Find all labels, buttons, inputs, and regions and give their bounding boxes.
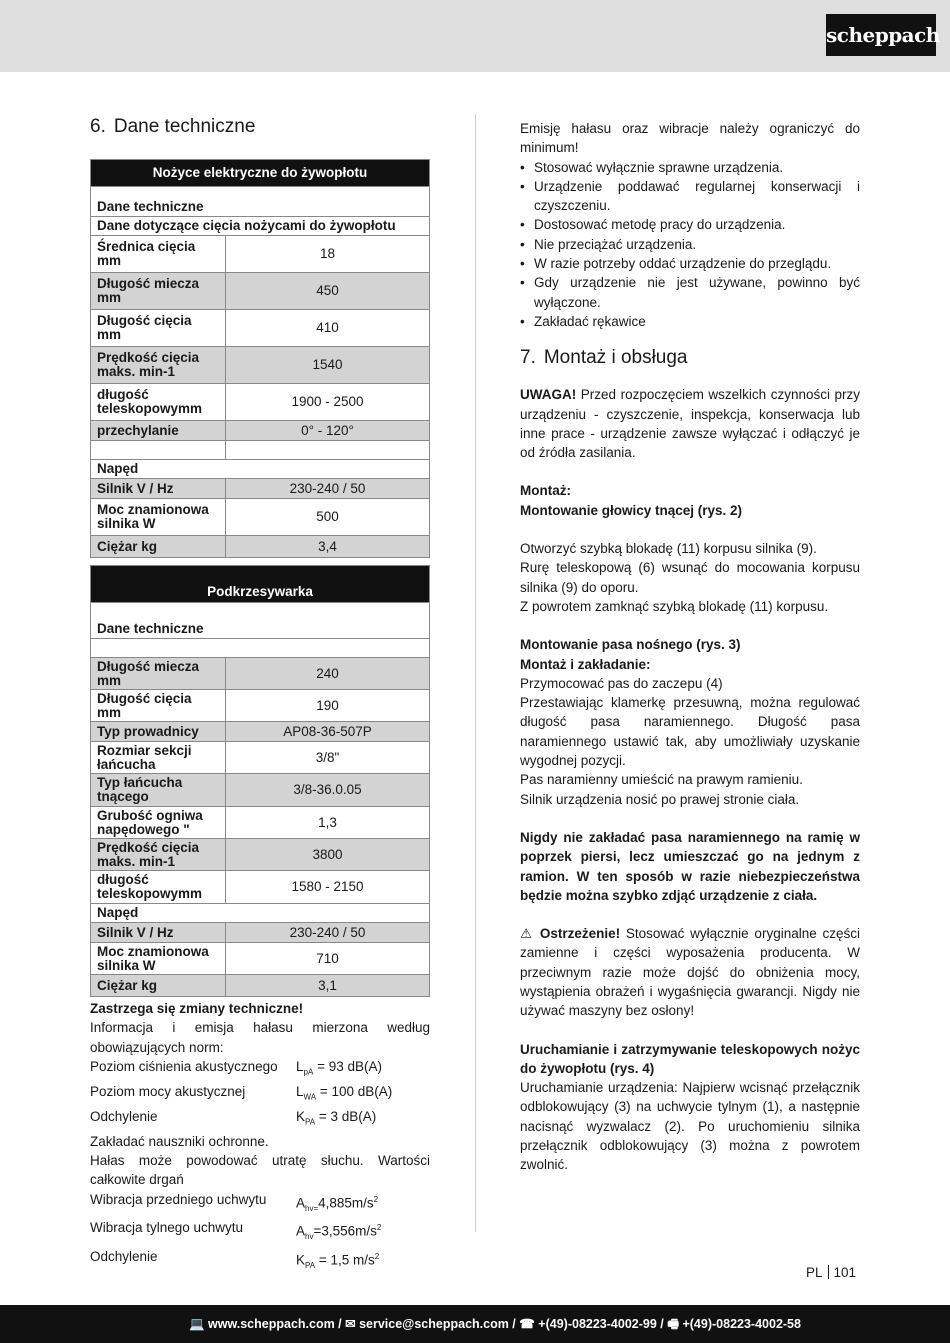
spec-value: 3800 [226, 839, 430, 871]
spec-value: 1900 - 2500 [226, 384, 430, 421]
noise-symbol: $L_{WA}$ [296, 1083, 317, 1102]
spec-label: Grubość ogniwa napędowego " [91, 807, 226, 839]
spec-value: 710 [226, 943, 430, 975]
spec-label: Średnica cięcia mm [91, 236, 226, 273]
uwaga-label: UWAGA! [520, 387, 577, 403]
table-header: Nożyce elektryczne do żywopłotu [91, 160, 430, 187]
table-header: Podkrzesywarka [91, 566, 430, 603]
hedge-trimmer-spec-table [90, 159, 430, 558]
empty-cell [226, 441, 430, 460]
language-code: PL [806, 1265, 823, 1280]
spec-value: 0° - 120° [226, 421, 430, 441]
montaz-step: Otworzyć szybką blokadę (11) korpusu silnika (9). [520, 541, 817, 557]
spec-value: 3/8" [226, 742, 430, 774]
noise-value: = 3 dB(A) [318, 1108, 377, 1124]
spec-label: Moc znamionowa silnika W [91, 499, 226, 536]
start-heading: Uruchamianie i zatrzymywanie teleskopowych nożyc do żywopłotu (rys. 4) [520, 1041, 860, 1076]
spec-value: 1580 - 2150 [226, 871, 430, 904]
montaz-subheading: Montowanie głowicy tnącej (rys. 2) [520, 502, 743, 518]
caution-paragraph [520, 924, 860, 1020]
belt-heading: Montowanie pasa nośnego (rys. 3) [520, 637, 741, 653]
tech-changes-note: Zastrzega się zmiany techniczne! [90, 1001, 304, 1016]
section-7-heading [520, 347, 860, 369]
noise-info: Informacja i emisja hałasu mierzona według obowiązujących norm: [90, 1020, 430, 1055]
separator [828, 1265, 829, 1279]
vibration-line [90, 1247, 430, 1275]
belt-step: Przymocować pas do zaczepu (4) [520, 675, 723, 691]
spec-label: Typ łańcucha tnącego [91, 774, 226, 807]
belt-step: Silnik urządzenia nosić po prawej stronie ciała. [520, 791, 800, 807]
noise-label: Poziom mocy akustycznej [90, 1083, 246, 1099]
header-bar [0, 0, 950, 72]
spec-label: Ciężar kg [91, 975, 226, 997]
spec-value: 240 [226, 658, 430, 690]
belt-step: Pas naramienny umieścić na prawym ramieniu. [520, 772, 803, 788]
warning-icon: ⚠ [520, 926, 535, 942]
column-divider [475, 114, 476, 1232]
list-item: • Urządzenie poddawać regularnej konserwacji i czyszczeniu. [520, 177, 860, 216]
noise-label: Poziom ciśnienia akustycznego [90, 1058, 278, 1074]
noise-symbol: $L_{pA}$ [296, 1058, 314, 1077]
table-subheading: Dane techniczne [91, 187, 430, 217]
montaz-heading: Montaż: [520, 483, 571, 499]
list-item: • Dostosować metodę pracy do urządzenia. [520, 215, 860, 234]
section-number: 6. [90, 116, 106, 137]
spec-value: 230-240 / 50 [226, 923, 430, 943]
spec-value: 3/8-36.0.05 [226, 774, 430, 807]
belt-step: Przestawiając klamerkę przesuwną, można regulować długość pasa naramiennego. Długość pasa naramiennego ustawić tak, aby umożliwiały uzyskanie wygodnej pozycji. [520, 695, 860, 769]
vibration-value: $A_{hv}=3,556m/s^2$ [296, 1223, 382, 1242]
footer-contact-bar: 💻 www.scheppach.com / ✉ service@scheppach.com / ☎ +(49)-08223-4002-99 / 🖷 +(49)-08223-4002-58 [0, 1305, 950, 1343]
montaz-step: Rurę teleskopową (6) wsunąć do mocowania korpusu silnika (9) do oporu. [520, 560, 860, 595]
list-item: • W razie potrzeby oddać urządzenie do przeglądu. [520, 254, 860, 273]
noise-label: Odchylenie [90, 1108, 158, 1124]
section-title: Montaż i obsługa [543, 347, 688, 369]
list-item: • Stosować wyłącznie sprawne urządzenia. [520, 158, 860, 177]
spec-value: AP08-36-507P [226, 722, 430, 742]
belt-subheading: Montaż i zakładanie: [520, 656, 651, 672]
start-paragraph: Uruchamianie urządzenia: Najpierw wcisnąć przełącznik odblokowujący (3) na uchwycie tylnym (1), a następnie nacisnąć wyzwalacz (2). Po uruchomieniu silnika przełącznik odblokowujący (3) można z powrotem zwolnić. [520, 1080, 860, 1173]
belt-warning: Nigdy nie zakładać pasa naramiennego na ramię w poprzek piersi, lecz umieszczać go na jednym z ramion. W ten sposób w razie niebezpieczeństwa będzie można szybko zdjąć urządzenie z ciała. [520, 829, 860, 903]
spec-label: Długość miecza mm [91, 273, 226, 310]
spec-value: 3,4 [226, 536, 430, 558]
spec-label: Moc znamionowa silnika W [91, 943, 226, 975]
caution-text: Stosować wyłącznie oryginalne części zamienne i części wyposażenia producenta. W przeciwnym razie może dojść do obniżenia mocy, wystąpienia obrażeń i wygaśnięcia gwarancji. Nigdy nie używać maszyny bez osłony! [520, 926, 860, 1019]
spec-value: 190 [226, 690, 430, 722]
spec-label: Długość cięcia mm [91, 690, 226, 722]
hearing-loss-note: Hałas może powodować utratę słuchu. Wartości całkowite drgań [90, 1153, 430, 1188]
spec-value: 1,3 [226, 807, 430, 839]
ear-protection-note: Zakładać nauszniki ochronne. [90, 1133, 269, 1149]
page-number-value: 101 [833, 1265, 857, 1280]
noise-line [90, 1082, 430, 1107]
uwaga-text: Przed rozpoczęciem wszelkich czynności przy urządzeniu - czyszczenie, inspekcja, konserwacja lub inne prace - urządzenie zawsze wyłączać i odłączyć je od źródła zasilania. [520, 387, 860, 461]
list-item: • Gdy urządzenie nie jest używane, powinno być wyłączone. [520, 273, 860, 312]
caution-label: Ostrzeżenie! [539, 926, 621, 942]
spec-label: Długość cięcia mm [91, 310, 226, 347]
spec-label: długość teleskopowymm [91, 384, 226, 421]
right-column [520, 119, 860, 1175]
brand-logo: scheppach [826, 14, 936, 56]
noise-value: = 93 dB(A) [317, 1058, 382, 1074]
spec-value: 1540 [226, 347, 430, 384]
noise-value: = 100 dB(A) [319, 1083, 393, 1099]
empty-cell [91, 639, 430, 658]
drive-subheading: Napęd [91, 904, 430, 923]
vibration-line [90, 1218, 430, 1246]
left-column [90, 116, 430, 1275]
empty-cell [91, 441, 226, 460]
spec-label: Ciężar kg [91, 536, 226, 558]
section-6-heading [90, 116, 430, 138]
noise-line [90, 1057, 430, 1082]
spec-label: Silnik V / Hz [91, 923, 226, 943]
section-title: Dane techniczne [113, 116, 256, 137]
spec-value: 3,1 [226, 975, 430, 997]
uwaga-paragraph [520, 385, 860, 462]
spec-label: Typ prowadnicy [91, 722, 226, 742]
list-item: • Nie przeciążać urządzenia. [520, 235, 860, 254]
spec-label: długość teleskopowymm [91, 871, 226, 904]
spec-label: przechylanie [91, 421, 226, 441]
spec-label: Silnik V / Hz [91, 479, 226, 499]
vibration-value: $K_{PA} = 1,5$ $m/s^2$ [296, 1251, 380, 1270]
table-subheading: Dane dotyczące cięcia nożycami do żywopłotu [91, 217, 430, 236]
montaz-step: Z powrotem zamknąć szybką blokadę (11) korpusu. [520, 598, 829, 614]
vibration-label: Wibracja przedniego uchwytu [90, 1191, 267, 1207]
spec-label: Długość miecza mm [91, 658, 226, 690]
spec-value: 410 [226, 310, 430, 347]
noise-symbol: $K_{PA}$ [296, 1108, 316, 1127]
spec-value: 450 [226, 273, 430, 310]
emission-intro: Emisję hałasu oraz wibracje należy ograniczyć do minimum! [520, 121, 860, 156]
section-number: 7. [520, 347, 536, 369]
table-subheading: Dane techniczne [91, 603, 430, 639]
page-number [806, 1265, 856, 1280]
noise-notes [90, 999, 430, 1275]
noise-line [90, 1107, 430, 1132]
list-item: • Zakładać rękawice [520, 312, 860, 331]
drive-subheading: Napęd [91, 460, 430, 479]
vibration-value: $A_{hv=}4,885m/s^2$ [296, 1194, 379, 1213]
spec-value: 230-240 / 50 [226, 479, 430, 499]
spec-label: Prędkość cięcia maks. min-1 [91, 347, 226, 384]
spec-label: Rozmiar sekcji łańcucha [91, 742, 226, 774]
spec-value: 18 [226, 236, 430, 273]
vibration-label: Odchylenie [90, 1248, 158, 1264]
spec-label: Prędkość cięcia maks. min-1 [91, 839, 226, 871]
vibration-label: Wibracja tylnego uchwytu [90, 1220, 244, 1236]
vibration-line [90, 1190, 430, 1218]
spec-value: 500 [226, 499, 430, 536]
emission-bullet-list [520, 158, 860, 332]
pole-saw-spec-table [90, 565, 430, 997]
